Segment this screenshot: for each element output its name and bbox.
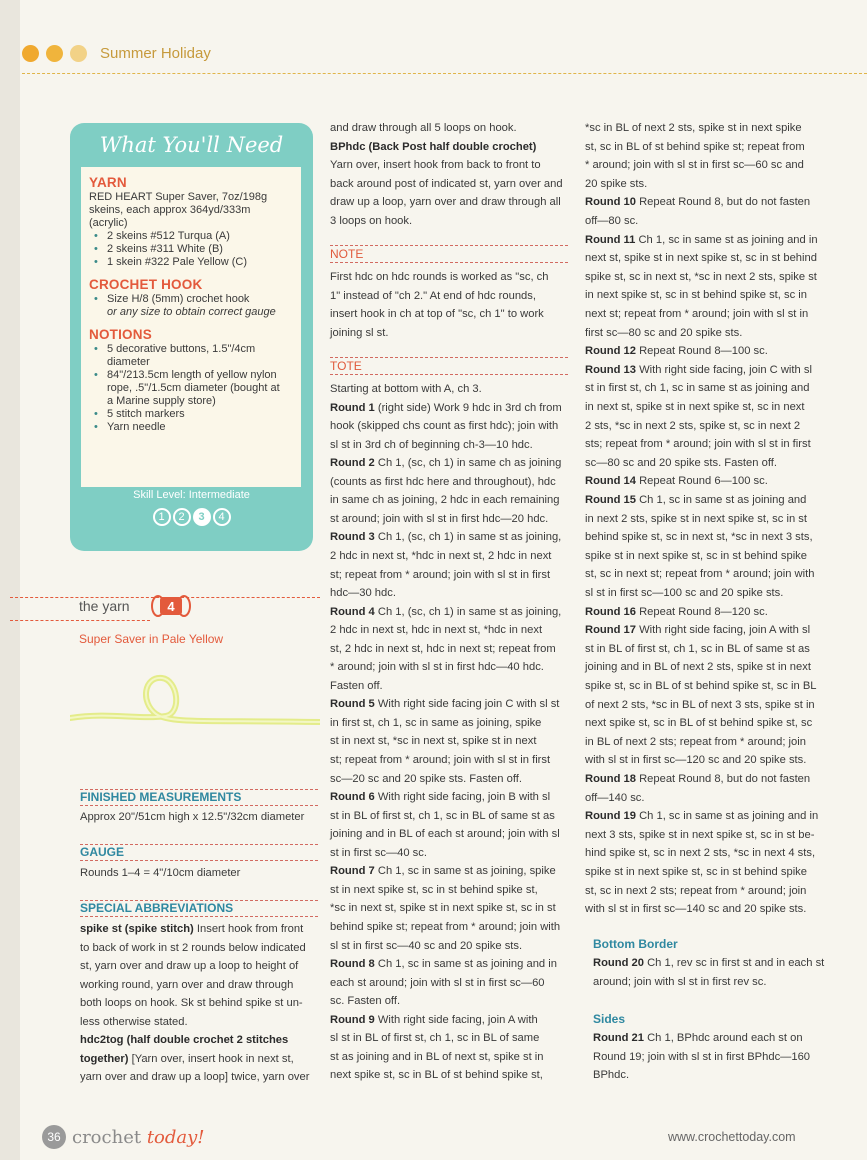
text-line: *sc in BL of next 2 sts, spike st in next spike: [585, 122, 802, 134]
text-line: st, sc in BL of st behind spike st; repeat from: [585, 140, 805, 153]
footer-brand: [42, 1125, 205, 1149]
text-line: next st; repeat from * around; join with sl st in: [585, 308, 809, 320]
what-you-need-title: What You'll Need: [99, 133, 284, 157]
text-line: off—80 sc.: [585, 215, 639, 227]
text-line: hdc—30 hdc.: [330, 587, 396, 600]
skill-level-indicator: [70, 507, 313, 526]
text-line: less otherwise stated.: [80, 1015, 188, 1028]
special-abbreviations-heading: SPECIAL ABBREVIATIONS: [80, 900, 318, 917]
text-line: st; repeat from * around; join with sl st in first: [330, 754, 551, 766]
notion-item: • 84"/213.5cm length of yellow nylon: [93, 369, 293, 382]
text-line: next spike st, sc in BL of st behind spike st, sc: [585, 717, 813, 730]
text-line: around; join with sl st in first rev sc.: [593, 975, 767, 988]
text-line: next st, spike st in next spike st, sc in st behind: [585, 252, 817, 265]
text-line: 2 sts, *sc in next 2 sts, spike st, sc in next 2: [585, 419, 801, 432]
text-line: Round 4 Ch 1, (sc, ch 1) in same st as joining,: [330, 605, 562, 618]
text-line: (counts as first hdc here and throughout), hdc: [330, 475, 556, 488]
text-line: * around; join with sl st in first hdc—40 hdc.: [330, 661, 544, 674]
text-line: sl st in 3rd ch of beginning ch-3—10 hdc.: [330, 438, 533, 451]
text-line: Round 18 Repeat Round 8, but do not fasten: [585, 773, 811, 785]
what-you-need-box: [70, 123, 313, 551]
yarn-item: • 2 skeins #311 White (B): [93, 243, 293, 256]
text-line: hook (skipped chs count as first hdc); join with: [330, 420, 559, 433]
notions-items: [93, 343, 293, 434]
text-line: First hdc on hdc rounds is worked as "sc, ch: [330, 271, 549, 283]
text-line: spike st (spike stitch) Insert hook from front: [80, 923, 304, 935]
text-line: Fasten off.: [330, 679, 383, 692]
yarn-item: • 1 skein #322 Pale Yellow (C): [93, 256, 293, 269]
page-header: [22, 38, 211, 68]
text-line: 2 hdc in next st, hdc in next st, *hdc in next: [330, 624, 543, 637]
text-line: st as joining and in BL of next st, spike st in: [330, 1050, 544, 1063]
text-line: st, sc in next st; repeat from * around; join with: [585, 568, 815, 581]
text-line: sl st in BL of first st, ch 1, sc in BL of same: [330, 1032, 540, 1045]
text-line: in same ch as joining, 2 hdc in each remaining: [330, 494, 560, 507]
text-line: Round 3 Ch 1, (sc, ch 1) in same st as joining,: [330, 531, 562, 544]
text-line: next 3 sts, spike st in next spike st, sc in st be-: [585, 828, 815, 841]
bottom-border-heading: Bottom Border: [593, 937, 678, 951]
text-line: Round 1 (right side) Work 9 hdc in 3rd ch from: [330, 401, 562, 414]
page-number: 36: [42, 1125, 66, 1149]
text-line: working round, yarn over and draw through: [80, 978, 294, 991]
yarn-caption: Super Saver in Pale Yellow: [79, 632, 224, 646]
text-line: * around; join with sl st in first sc—60 sc and: [585, 159, 804, 172]
text-line: draw up a loop, yarn over and draw through all: [330, 196, 561, 209]
text-line: Round 6 With right side facing, join B with sl: [330, 791, 551, 804]
text-line: in BL of next 2 sts; repeat from * around; join: [585, 735, 806, 748]
yarn-line: RED HEART Super Saver, 7oz/198g: [89, 191, 268, 203]
notion-item: a Marine supply store): [107, 395, 216, 407]
text-line: Round 16 Repeat Round 8—120 sc.: [585, 605, 768, 618]
text-line: sc. Fasten off.: [330, 995, 401, 1008]
skill-level-3: 3: [193, 508, 211, 526]
hook-item: • Size H/8 (5mm) crochet hook: [93, 293, 293, 306]
text-line: st; repeat from * around; join with sl st in first: [330, 568, 551, 581]
notion-item: • 5 decorative buttons, 1.5"/4cm: [93, 343, 293, 356]
text-line: Round 2 Ch 1, (sc, ch 1) in same ch as joining: [330, 457, 562, 470]
yarn-weight-number: 4: [167, 599, 175, 614]
text-line: of next 2 sts, *sc in BL of next 3 sts, spike st in: [585, 698, 815, 711]
text-line: insert hook in ch at top of "sc, ch 1" to work: [330, 308, 544, 321]
text-line: Round 17 With right side facing, join A with sl: [585, 624, 811, 637]
hook-items: [93, 293, 293, 306]
text-line: st in next spike st, sc in st behind spike st,: [330, 883, 538, 896]
header-dot-1: [22, 45, 39, 62]
gauge-text: Rounds 1–4 = 4"/10cm diameter: [80, 867, 241, 879]
text-line: Round 15 Ch 1, sc in same st as joining and: [585, 494, 807, 506]
magazine-logo: crochet today!: [72, 1126, 205, 1148]
section-title: Summer Holiday: [100, 44, 211, 62]
text-line: Round 14 Repeat Round 6—100 sc.: [585, 475, 768, 488]
notion-item: diameter: [107, 356, 150, 368]
header-rule: [22, 73, 867, 74]
yarn-strand-image: [70, 660, 320, 750]
text-line: *sc in next st, spike st in next spike st, sc in st: [330, 902, 556, 915]
text-line: in first st, ch 1, sc in same as joining, spike: [330, 716, 542, 729]
text-line: 20 spike sts.: [585, 177, 648, 190]
text-line: Round 8 Ch 1, sc in same st as joining and in: [330, 958, 557, 971]
text-line: st, 2 hdc in next st, hdc in next st; repeat from: [330, 642, 556, 655]
text-line: and draw through all 5 loops on hook.: [330, 122, 517, 134]
text-line: BPhdc.: [593, 1069, 630, 1082]
text-line: st in first st, ch 1, sc in same st as joining and: [585, 382, 810, 395]
text-line: sl st in first sc—40 sc and 20 spike sts.: [330, 939, 523, 952]
sides-heading: Sides: [593, 1012, 626, 1026]
text-line: spike st, sc in BL of st behind spike st, sc in BL: [585, 680, 817, 692]
yarn-line: (acrylic): [89, 217, 128, 229]
header-dot-2: [46, 45, 63, 62]
tote-heading: TOTE: [330, 357, 568, 375]
text-line: st, yarn over and draw up a loop to height of: [80, 960, 299, 972]
skill-level: Skill Level: Intermediate: [133, 489, 250, 501]
notion-item: • Yarn needle: [93, 421, 293, 434]
text-line: 2 hdc in next st, *hdc in next st, 2 hdc in next: [330, 549, 552, 562]
text-line: next spike st, sc in BL of st behind spike st,: [330, 1069, 543, 1082]
yarn-items: [93, 230, 293, 269]
text-line: in next 2 sts, spike st in next spike st, sc in st: [585, 512, 807, 525]
text-line: hdc2tog (half double crochet 2 stitches: [80, 1034, 289, 1046]
text-line: Round 13 With right side facing, join C with sl: [585, 363, 812, 376]
text-line: Round 19; join with sl st in first BPhdc—160: [593, 1050, 811, 1063]
text-line: back around post of indicated st, yarn over and: [330, 177, 563, 190]
page-edge: [0, 0, 20, 1160]
text-line: both loops on hook. Sk st behind spike st un-: [80, 997, 303, 1009]
skill-level-1: 1: [153, 508, 171, 526]
text-line: st in BL of first st, ch 1, sc in BL of same st as: [330, 809, 555, 822]
text-line: behind spike st, sc in next st, *sc in next 3 sts,: [585, 531, 813, 544]
text-line: Round 9 With right side facing, join A with: [330, 1013, 538, 1026]
note-heading: NOTE: [330, 245, 568, 263]
text-line: Round 19 Ch 1, sc in same st as joining and in: [585, 810, 819, 823]
text-line: st in first sc—40 sc.: [330, 846, 427, 859]
text-line: to back of work in st 2 rounds below indicated: [80, 941, 306, 954]
text-line: joining and in BL of next 2 sts, spike st in next: [585, 661, 811, 674]
finished-measurements-heading: FINISHED MEASUREMENTS: [80, 789, 318, 806]
website-url: www.crochettoday.com: [668, 1130, 796, 1144]
notion-item: • 5 stitch markers: [93, 408, 293, 421]
text-line: Round 11 Ch 1, sc in same st as joining and in: [585, 233, 818, 246]
text-line: spike st in next spike st, sc in st behind spike: [585, 549, 807, 562]
text-line: joining and in BL of each st around; join with sl: [330, 828, 560, 841]
notion-item: rope, .5"/1.5cm diameter (bought at: [107, 382, 280, 394]
yarn-line: skeins, each approx 364yd/333m: [89, 204, 251, 216]
materials-list: [81, 167, 301, 487]
text-line: Round 5 With right side facing join C with sl st: [330, 698, 560, 711]
text-line: together) [Yarn over, insert hook in next st,: [80, 1052, 294, 1065]
text-line: BPhdc (Back Post half double crochet): [330, 140, 537, 153]
finished-measurements-text: Approx 20"/51cm high x 12.5"/32cm diameter: [80, 811, 305, 823]
skill-level-4: 4: [213, 508, 231, 526]
text-line: joining sl st.: [330, 326, 389, 339]
text-line: with sl st in first sc—140 sc and 20 spike sts.: [585, 903, 807, 916]
text-line: Starting at bottom with A, ch 3.: [330, 383, 482, 395]
text-line: st, sc in next 2 sts; repeat from * around; join: [585, 884, 807, 897]
text-line: spike st in next spike st, sc in st behind spike: [585, 866, 807, 878]
text-line: Round 21 Ch 1, BPhdc around each st on: [593, 1032, 803, 1044]
gauge-heading: GAUGE: [80, 844, 318, 861]
text-line: Round 12 Repeat Round 8—100 sc.: [585, 345, 768, 358]
hook-note: or any size to obtain correct gauge: [107, 306, 276, 318]
text-line: sts; repeat from * around; join with sl st in first: [585, 438, 811, 451]
text-line: Round 7 Ch 1, sc in same st as joining, spike: [330, 865, 556, 878]
the-yarn-label: the yarn: [79, 598, 130, 614]
text-line: sl st in first sc—100 sc and 20 spike sts.: [585, 587, 784, 599]
yarn-divider-lower: [10, 620, 150, 621]
text-line: first sc—80 sc and 20 spike sts.: [585, 326, 743, 339]
text-line: each st around; join with sl st in first sc—60: [330, 976, 545, 989]
text-line: 1" instead of "ch 2." At end of hdc rounds,: [330, 289, 536, 302]
yarn-item: • 2 skeins #512 Turqua (A): [93, 230, 293, 243]
text-line: yarn over and draw up a loop] twice, yarn over: [80, 1071, 310, 1083]
text-line: 3 loops on hook.: [330, 215, 413, 227]
text-line: behind spike st; repeat from * around; join with: [330, 920, 561, 933]
text-line: with sl st in first sc—120 sc and 20 spike sts.: [585, 754, 807, 767]
text-line: st in BL of first st, ch 1, sc in BL of same st as: [585, 642, 810, 655]
text-line: Yarn over, insert hook from back to front to: [330, 159, 541, 172]
text-line: Round 20 Ch 1, rev sc in first st and in each st: [593, 957, 825, 969]
yarn-weight-icon: [150, 595, 192, 617]
text-line: st around; join with sl st in first hdc—20 hdc.: [330, 512, 549, 525]
skill-level-2: 2: [173, 508, 191, 526]
text-line: off—140 sc.: [585, 791, 645, 804]
text-line: in next spike st, sc in st behind spike st, sc in: [585, 289, 807, 302]
text-line: sc—20 sc and 20 spike sts. Fasten off.: [330, 772, 522, 785]
text-line: hind spike st, sc in next 2 sts, *sc in next 4 sts,: [585, 847, 816, 860]
hook-heading: CROCHET HOOK: [89, 277, 203, 292]
text-line: spike st, sc in next st, *sc in next 2 sts, spike st: [585, 270, 817, 283]
text-line: in next st, spike st in next spike st, sc in next: [585, 401, 805, 413]
text-line: Round 10 Repeat Round 8, but do not fasten: [585, 196, 811, 209]
yarn-heading: YARN: [89, 175, 127, 190]
notions-heading: NOTIONS: [89, 327, 152, 342]
text-line: sc—80 sc and 20 spike sts. Fasten off.: [585, 456, 777, 469]
text-line: st in next st, *sc in next st, spike st in next: [330, 735, 537, 748]
header-dot-3: [70, 45, 87, 62]
